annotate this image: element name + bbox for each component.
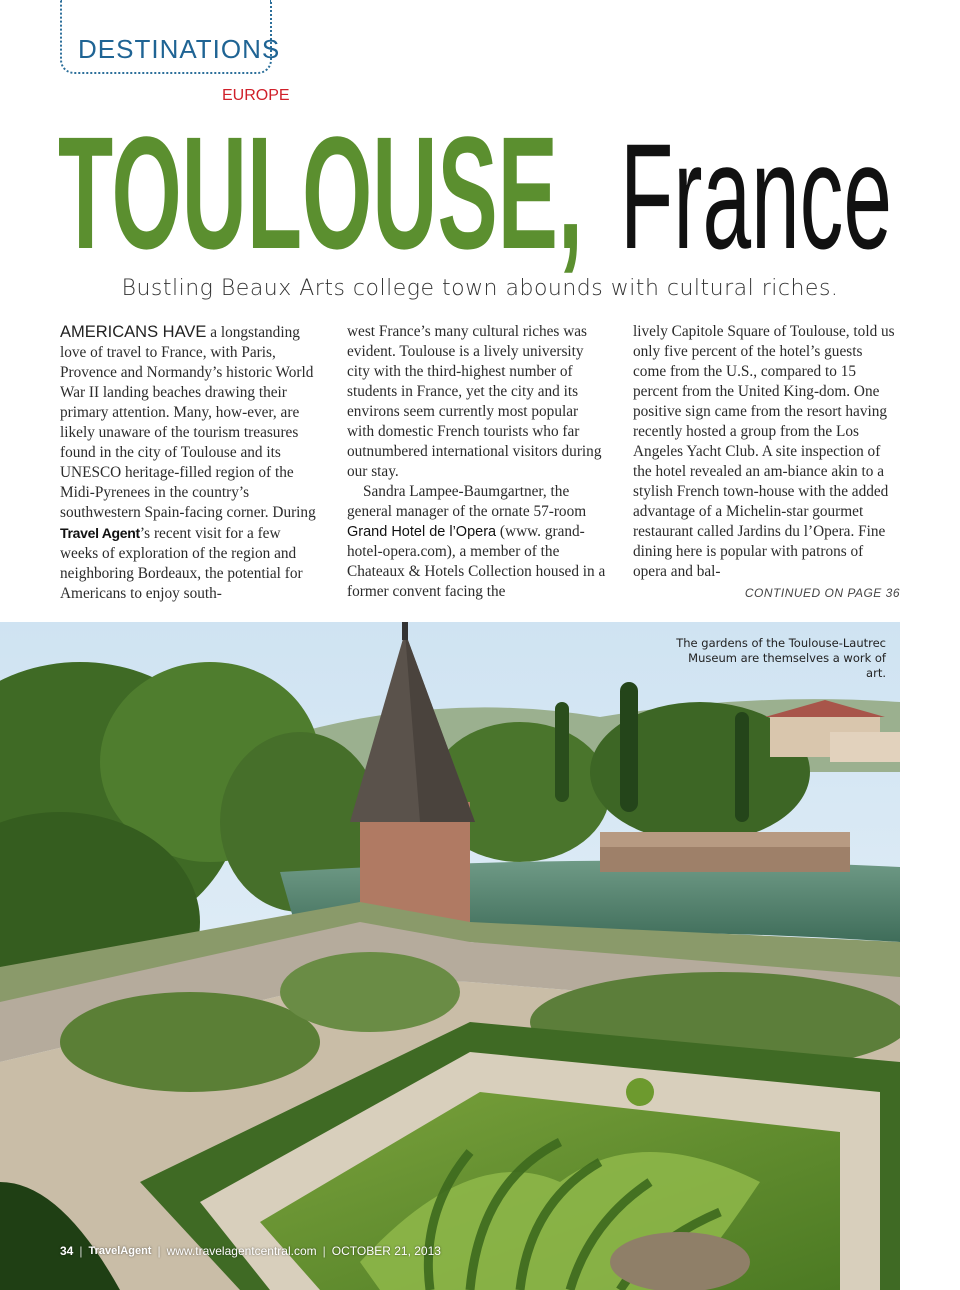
headline-country: France (620, 112, 892, 280)
col3-paragraph: lively Capitole Square of Toulouse, told us only five percent of the hotel’s guests come from the U.S., compared to 15 percent from the United King-dom. One positive sign came from the resort having recently hosted a group from the Los Angeles Yacht Club. A site inspection of the hotel revealed an am-biance akin to a stylish French town-house with the added advantage of a Michelin-star gourmet restaurant called Jardins du l’Opera. Fine dining here is popular with patrons of opera and bal- (633, 323, 895, 580)
lead-in: AMERICANS HAVE (60, 323, 207, 341)
col2-paragraph-1: west France’s many cultural riches was evident. Toulouse is a lively university city with the third-highest number of students in France, yet the city and its environs seem currently most popular with domestic French tourists who far outnumbered international visitors during our stay. (347, 323, 602, 480)
col2-text-b2: (www. grand-hotel-opera.com), a member of the Chateaux & Hotels Collection housed in a former convent facing the (347, 523, 606, 600)
photo-caption: The gardens of the Toulouse-Lautrec Museum are themselves a work of art. (676, 636, 886, 680)
magazine-name: TravelAgent (88, 1245, 152, 1257)
col2-text-b1: Sandra Lampee-Baumgartner, the general manager of the ornate 57-room (347, 483, 587, 520)
issue-date: OCTOBER 21, 2013 (331, 1244, 441, 1258)
article-column-3 (633, 322, 895, 582)
garden-photo (0, 622, 900, 1290)
footer-separator: | (79, 1244, 83, 1258)
page-number: 34 (60, 1244, 74, 1258)
region-label: EUROPE (222, 87, 290, 104)
article-column-1 (60, 322, 322, 604)
page-footer (60, 1243, 441, 1259)
footer-separator: | (322, 1244, 326, 1258)
headline-city: TOULOUSE, (58, 110, 583, 280)
col1-text-a: a longstanding love of travel to France, with Paris, Provence and Normandy’s historic World War II landing beaches drawing their primary attention. Many, how-ever, are likely unaware of the tourism treasures found in the city of Toulouse and its UNESCO heritage-filled region of the Midi-Pyrenees in the country’s southwestern Spain-facing corner. During (60, 324, 316, 521)
col1-text-b: ’s recent visit for a few weeks of exploration of the region and neighboring Bordeaux, the potential for Americans to enjoy south- (60, 525, 303, 602)
deck-subtitle: Bustling Beaux Arts college town abounds with cultural riches. (121, 276, 839, 301)
brand-name: Travel Agent (60, 525, 140, 541)
section-label: DESTINATIONS (78, 34, 281, 64)
footer-separator: | (157, 1244, 161, 1258)
section-tab (60, 0, 281, 74)
continued-note: CONTINUED ON PAGE 36 (744, 586, 900, 600)
headline (58, 110, 918, 280)
hotel-name: Grand Hotel de l’Opera (347, 524, 497, 540)
website-url: www.travelagentcentral.com (166, 1244, 317, 1258)
article-column-2 (347, 322, 609, 602)
